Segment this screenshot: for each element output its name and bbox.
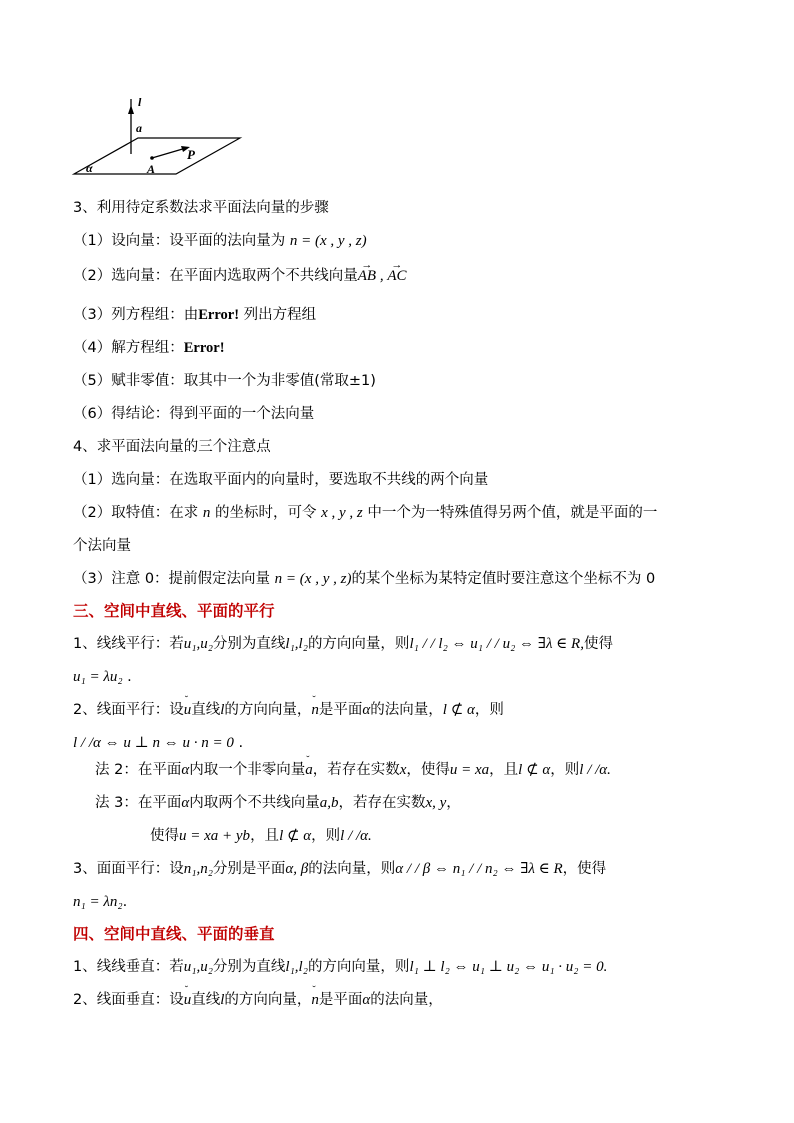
s3-step6: （6）得结论：得到平面的一个法向量 <box>73 406 315 422</box>
text: ，若存在实数 <box>312 762 400 778</box>
text: ，则 <box>311 828 341 844</box>
math-alpha: α <box>362 992 371 1008</box>
math-l-not-in-alpha: l ⊄ α <box>279 828 312 844</box>
text: 的方向向量，则 <box>307 959 410 975</box>
normal-vector-coords: n = (x , y , z) <box>289 233 367 249</box>
vector-a-arrowhead <box>128 105 134 114</box>
math-u: ˘ u <box>184 990 192 1010</box>
math-alpha: α <box>362 702 371 718</box>
s4-note2-a: （2）取特值：在求 <box>73 505 203 521</box>
text: . <box>233 735 244 751</box>
section-heading-parallel: 三、空间中直线、平面的平行 <box>73 602 275 620</box>
math-alpha-beta: α, β <box>285 861 309 877</box>
s4-note2-b: 的坐标时，可令 <box>210 505 322 521</box>
text: 直线 <box>191 992 221 1008</box>
math-u1-lambda-u2: u₁ = λu₂ <box>73 669 123 685</box>
s4-note2 <box>73 503 657 523</box>
s3-step1 <box>73 231 367 251</box>
math-x: x <box>399 762 407 778</box>
text: 内取两个不共线向量 <box>189 795 320 811</box>
s4-note3-b: 的某个坐标为某特定值时要注意这个坐标不为 0 <box>351 571 656 587</box>
vector-ab: → AB <box>358 266 376 286</box>
text: ，则 <box>474 702 504 718</box>
vector-ac: → AC <box>387 266 406 286</box>
math-u1-u2: u₁,u₂ <box>183 636 213 652</box>
parallel-item1 <box>73 634 613 654</box>
text: 是平面 <box>318 702 363 718</box>
text: . <box>122 894 128 910</box>
parallel-item2 <box>73 700 504 720</box>
s3-step3-pre: （3）列方程组：由 <box>73 307 199 323</box>
text: ，使得 <box>562 861 607 877</box>
text: 的法向量， <box>370 702 443 718</box>
math-n: ˘ n <box>311 700 319 720</box>
math-x-y: x, y <box>425 795 447 811</box>
text: ，且 <box>489 762 519 778</box>
s3-step4-pre: （4）解方程组： <box>73 340 184 356</box>
math-a: ˘ a <box>305 760 313 780</box>
vector-ap <box>152 148 186 158</box>
error-field: Error! <box>198 307 240 323</box>
error-field: Error! <box>183 340 225 356</box>
parallel-item3-cont <box>73 892 127 912</box>
parallel-item1-cont <box>73 667 132 687</box>
math-n: ˘ n <box>311 990 319 1010</box>
label-point-p: P <box>187 147 195 162</box>
text: ， <box>446 795 461 811</box>
s4-title: 4、求平面法向量的三个注意点 <box>73 439 271 455</box>
perp-item1 <box>73 957 607 977</box>
text: 的法向量，则 <box>308 861 396 877</box>
s3-step3 <box>73 305 316 325</box>
text: 的方向向量，则 <box>307 636 410 652</box>
text: ，使得 <box>406 762 450 778</box>
math-l-parallel-alpha: l / /α. <box>340 828 372 844</box>
math-plane-parallel-condition: α / / β ⇔ n₁ / / n₂ ⇔ ∃λ ∈ R <box>395 861 563 877</box>
section-heading-perpendicular: 四、空间中直线、平面的垂直 <box>73 925 275 943</box>
math-alpha: α <box>181 762 190 778</box>
math-l-not-in-alpha: l ⊄ α <box>442 702 475 718</box>
math-a-b: a,b <box>319 795 339 811</box>
text: 法 3：在平面 <box>95 795 182 811</box>
text: 2、线面平行：设 <box>73 702 184 718</box>
plane-normal-figure <box>70 94 260 180</box>
text: 分别为直线 <box>212 959 286 975</box>
s3-step3-post: 列出方程组 <box>239 307 317 323</box>
text: ，若存在实数 <box>338 795 426 811</box>
s4-note3 <box>73 569 655 589</box>
text: 法 2：在平面 <box>95 762 182 778</box>
math-u-eq-xa-yb: u = xa + yb <box>179 828 251 844</box>
s3-step1-text: （1）设向量：设平面的法向量为 <box>73 233 290 249</box>
s3-title: 3、利用待定系数法求平面法向量的步骤 <box>73 200 329 216</box>
math-u1-u2: u₁,u₂ <box>183 959 213 975</box>
text: 3、面面平行：设 <box>73 861 184 877</box>
math-n1-lambda-n2: n₁ = λn₂ <box>73 894 123 910</box>
label-l: l <box>138 95 142 109</box>
normal-vector-coords: n = (x , y , z) <box>274 571 352 587</box>
math-l-parallel-alpha: l / /α. <box>579 762 611 778</box>
label-a: a <box>136 121 142 135</box>
math-n1-n2: n₁,n₂ <box>183 861 213 877</box>
math-perp-condition: l₁ ⊥ l₂ ⇔ u₁ ⊥ u₂ ⇔ u₁ · u₂ = 0. <box>409 959 608 975</box>
s4-note2-c: 中一个为一特殊值得另两个值，就是平面的一 <box>362 505 658 521</box>
math-l1-l2: l₁,l₂ <box>285 959 308 975</box>
text: 2、线面垂直：设 <box>73 992 184 1008</box>
label-point-a: A <box>147 162 156 176</box>
text: 分别为直线 <box>212 636 286 652</box>
s3-step2-text: （2）选向量：在平面内选取两个不共线向量 <box>73 268 358 284</box>
math-l1-l2: l₁,l₂ <box>285 636 308 652</box>
s3-step2 <box>73 266 406 286</box>
s4-note3-a: （3）注意 0：提前假定法向量 <box>73 571 275 587</box>
text: 使得 <box>583 636 613 652</box>
method3 <box>95 793 461 813</box>
text: . <box>122 669 132 685</box>
text: 的方向向量， <box>224 992 312 1008</box>
method3-cont <box>150 826 372 846</box>
text: 1、线线平行：若 <box>73 636 184 652</box>
math-l: l <box>220 702 225 718</box>
math-l: l <box>220 992 225 1008</box>
text: 的法向量， <box>370 992 443 1008</box>
text: 使得 <box>150 828 179 844</box>
math-u: ˘ u <box>184 700 192 720</box>
s4-note1: （1）选向量：在选取平面内的向量时，要选取不共线的两个向量 <box>73 472 489 488</box>
text: 内取一个非零向量 <box>189 762 306 778</box>
point-a <box>150 156 154 160</box>
math-u-eq-xa: u = xa <box>449 762 490 778</box>
text: 分别是平面 <box>212 861 286 877</box>
n-var: n <box>202 505 211 521</box>
text: ，则 <box>550 762 580 778</box>
method2 <box>95 760 611 780</box>
math-alpha: α <box>181 795 190 811</box>
s3-step4 <box>73 338 225 358</box>
math-parallel-condition: l₁ / / l₂ ⇔ u₁ / / u₂ ⇔ ∃λ ∈ R, <box>409 636 584 652</box>
parallel-item3 <box>73 859 606 879</box>
math-line-plane-parallel: l / /α ⇔ u ⊥ n ⇔ u · n = 0 <box>73 735 234 751</box>
text: 是平面 <box>318 992 363 1008</box>
s3-step5: （5）赋非零值：取其中一个为非零值(常取±1) <box>73 373 376 389</box>
label-alpha: α <box>86 161 93 175</box>
text: 直线 <box>191 702 221 718</box>
math-l-not-in-alpha: l ⊄ α <box>518 762 551 778</box>
xyz-vars: x , y , z <box>321 505 363 521</box>
perp-item2 <box>73 990 443 1010</box>
text: 的方向向量， <box>224 702 312 718</box>
text: 1、线线垂直：若 <box>73 959 184 975</box>
text: ，且 <box>250 828 280 844</box>
parallel-item2-cont <box>73 733 243 753</box>
vector-sep: , <box>376 268 388 284</box>
s4-note2-cont: 个法向量 <box>73 538 131 554</box>
